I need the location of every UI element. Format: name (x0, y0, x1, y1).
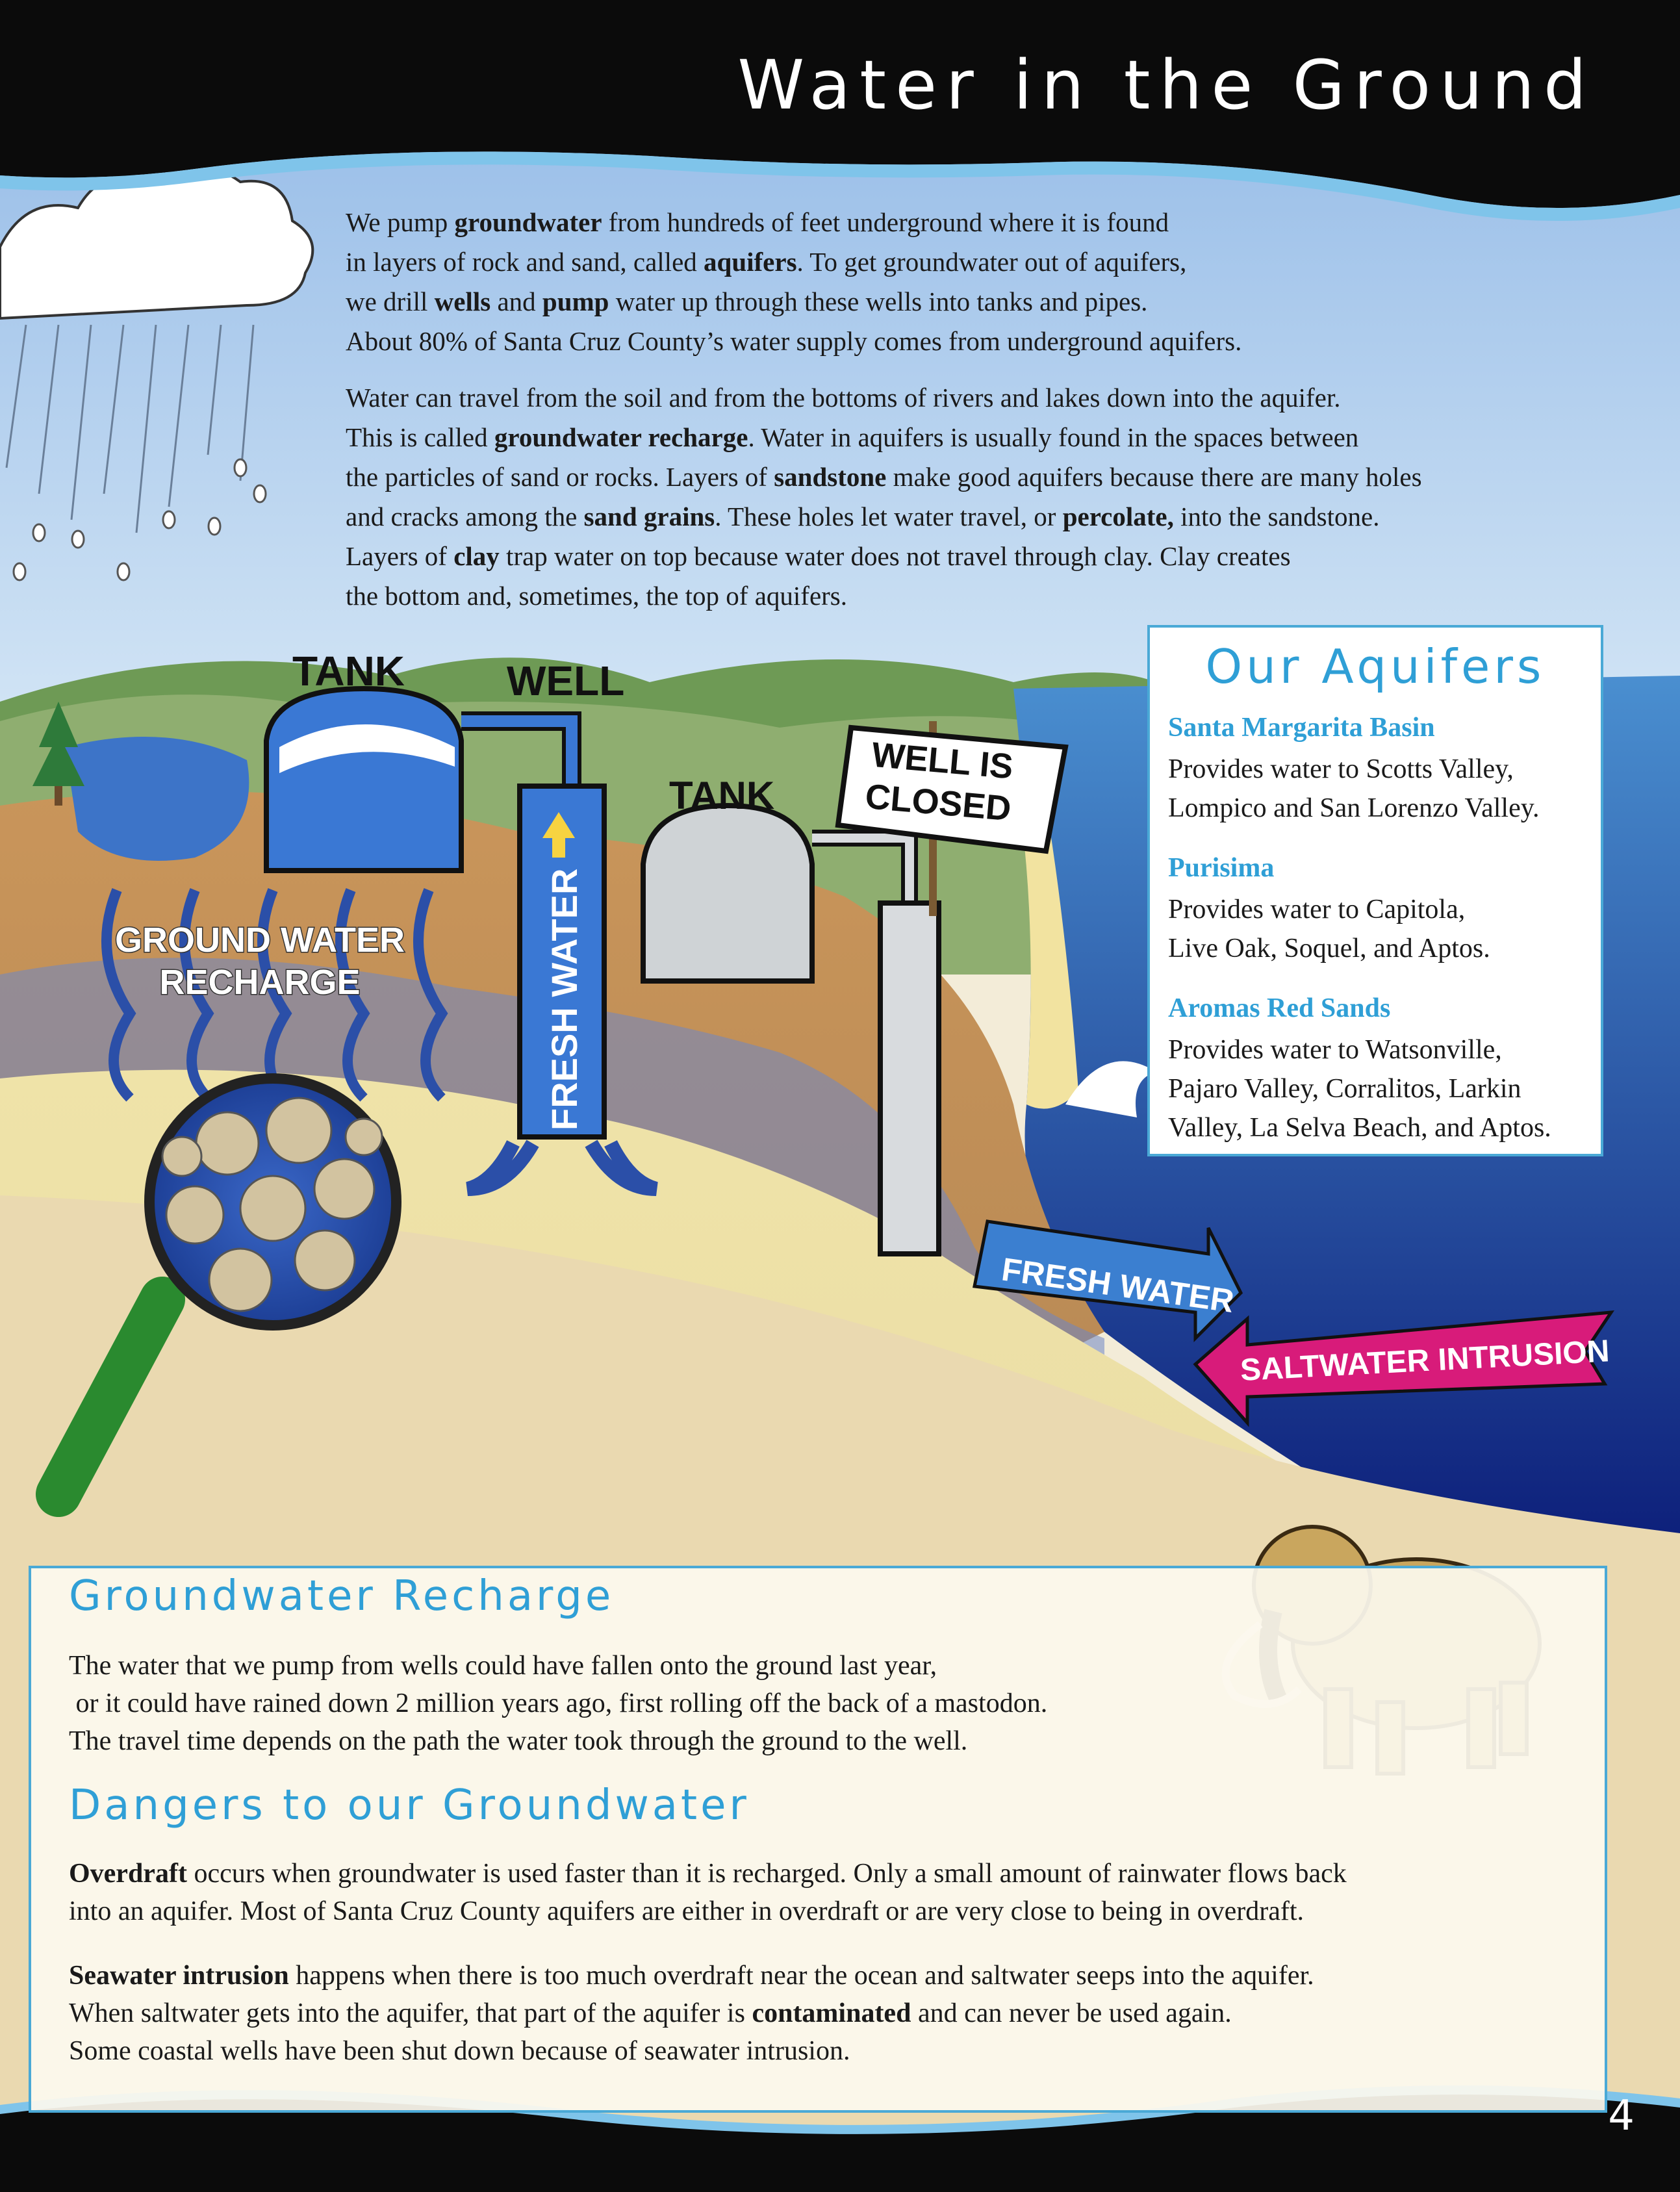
sign-line-1: WELL IS (870, 735, 1015, 787)
fresh-water-arrow-label: FRESH WATER (999, 1251, 1236, 1320)
seawater-intrusion-paragraph: Seawater intrusion happens when there is too much overdraft near the ocean and saltwater seeps into the aquifer. When saltwater gets into the aquifer, that part of the aquifer is contaminated and can never be used again. Some coastal wells have been shut down because of seawater intrusion. (69, 1961, 1314, 2066)
page-number: 4 (1608, 2092, 1635, 2140)
intro-paragraph-2: Water can travel from the soil and from the bottoms of rivers and lakes down into the aquifer. This is called groundwater recharge. Water in aquifers is usually found in the spaces between the particles of sand or rocks. Layers of sandstone make good aquifers because there are many holes and cracks among the sand grains. These holes let water travel, or percolate, into the sandstone. Layers of clay trap water on top because water does not travel through clay. Clay creates the bottom and, sometimes, the top of aquifers. (346, 383, 1422, 611)
intro-paragraph-1: We pump groundwater from hundreds of feet underground where it is found in layers of rock and sand, called aquifers. To get groundwater out of aquifers, we drill wells and pump water up through these wells into tanks and pipes. About 80% of Santa Cruz County’s water supply comes from underground aquifers. (346, 207, 1242, 356)
tank-right-label: TANK (669, 774, 775, 817)
recharge-label-line-2: RECHARGE (159, 963, 361, 1002)
dangers-title: Dangers to our Groundwater (69, 1781, 750, 1829)
tank-left-label: TANK (292, 648, 405, 695)
well-label: WELL (507, 657, 625, 704)
recharge-label-line-1: GROUND WATER (115, 921, 405, 960)
aquifer-description: Provides water to Capitola, Live Oak, Soquel, and Aptos. (1168, 895, 1490, 963)
our-aquifers-panel (1147, 625, 1603, 1156)
saltwater-intrusion-label: SALTWATER INTRUSION (1239, 1334, 1610, 1388)
aquifer-name: Aromas Red Sands (1168, 993, 1391, 1023)
aquifer-description: Provides water to Scotts Valley, Lompico and San Lorenzo Valley. (1168, 754, 1540, 823)
our-aquifers-title: Our Aquifers (1205, 639, 1546, 694)
fresh-water-vertical-label: FRESH WATER (544, 868, 585, 1130)
aquifer-description: Provides water to Watsonville, Pajaro Valley, Corralitos, Larkin Valley, La Selva Beach, and Aptos. (1168, 1035, 1551, 1143)
page-title: Water in the Ground (737, 45, 1596, 125)
sign-line-2: CLOSED (863, 776, 1013, 829)
groundwater-recharge-title: Groundwater Recharge (69, 1572, 615, 1620)
aquifer-name: Santa Margarita Basin (1168, 713, 1435, 743)
aquifer-name: Purisima (1168, 853, 1275, 883)
groundwater-recharge-text: The water that we pump from wells could have fallen onto the ground last year, or it could have rained down 2 million years ago, first rolling off the back of a mastodon. The travel time depends on the path the water took through the ground to the well. (69, 1651, 1048, 1756)
overdraft-paragraph: Overdraft occurs when groundwater is used faster than it is recharged. Only a small amount of rainwater flows back into an aquifer. Most of Santa Cruz County aquifers are either in overdraft or are very close to being in overdraft. (69, 1859, 1347, 1926)
